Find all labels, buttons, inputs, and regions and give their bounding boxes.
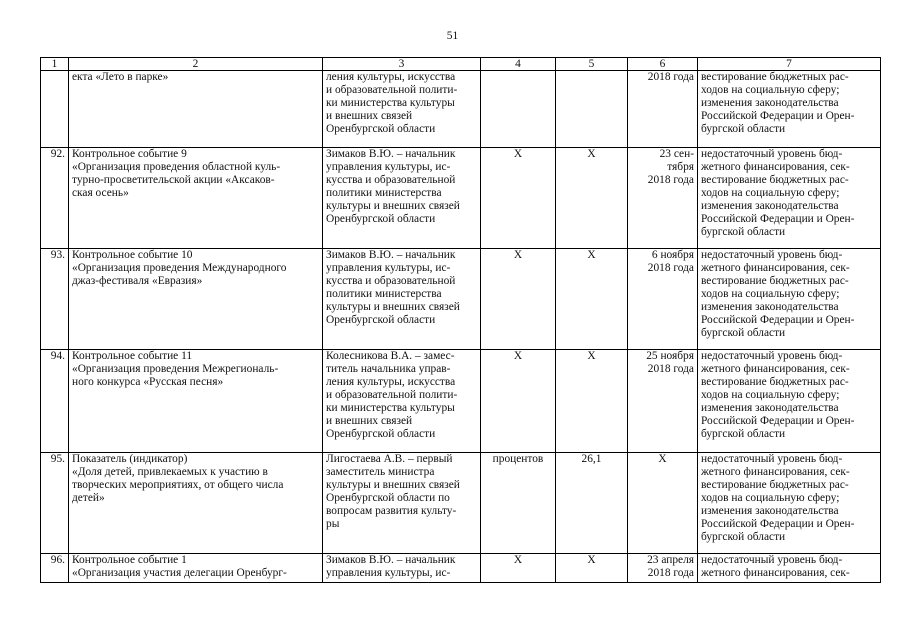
header-cell: 4 [481, 58, 556, 71]
event-cell [69, 350, 323, 453]
responsible-text: Колесникова В.А. – замес- титель начальника управ- ления культуры, искусства и образовательной полити- ки министерства культуры и внешних связей Оренбургской области [326, 350, 458, 440]
date-text: 6 ноября 2018 года [647, 249, 694, 274]
unit-cell: процентов [481, 453, 556, 554]
responsible-text: ления культуры, искусства и образовательной полити- ки министерства культуры и внешних связей Оренбургской области [326, 71, 458, 135]
risk-text: недостаточный уровень бюд- жетного финансирования, сек- вестирование бюджетных рас- ходов на социальную сферу; изменения законодательства Российской Федерации и Орен- бургской области [701, 350, 855, 440]
risk-cell [698, 148, 881, 249]
value-cell: Х [556, 148, 628, 249]
date-cell [628, 148, 698, 249]
header-cell: 5 [556, 58, 628, 71]
row-number [41, 71, 69, 148]
date-text: 23 апреля 2018 года [647, 554, 694, 579]
date-text: 23 сен- тября 2018 года [647, 148, 694, 186]
page-number: 51 [446, 30, 459, 42]
date-cell [628, 350, 698, 453]
event-text: Контрольное событие 9 «Организация проведения областной куль- турно-просветительской акции «Аксаков- ская осень» [72, 148, 281, 199]
unit-cell: Х [481, 554, 556, 583]
risk-cell [698, 453, 881, 554]
table-row [41, 249, 881, 350]
row-number: 95. [41, 453, 69, 554]
event-cell [69, 453, 323, 554]
risk-text: недостаточный уровень бюд- жетного финансирования, сек- вестирование бюджетных рас- ходов на социальную сферу; изменения законодательства Российской Федерации и Орен- бургской области [701, 148, 855, 238]
unit-cell: Х [481, 350, 556, 453]
row-number: 94. [41, 350, 69, 453]
responsible-text: Зимаков В.Ю. – начальник управления культуры, ис- кусства и образовательной политики министерства культуры и внешних связей Оренбургской области [326, 148, 460, 225]
header-cell: 2 [69, 58, 323, 71]
table-header-row [41, 58, 881, 71]
risk-text: недостаточный уровень бюд- жетного финансирования, сек- вестирование бюджетных рас- ходов на социальную сферу; изменения законодательства Российской Федерации и Орен- бургской области [701, 249, 855, 339]
header-cell: 7 [698, 58, 881, 71]
risk-cell [698, 350, 881, 453]
header-cell: 1 [41, 58, 69, 71]
responsible-text: Зимаков В.Ю. – начальник управления культуры, ис- [326, 554, 456, 579]
table-row [41, 148, 881, 249]
unit-cell: Х [481, 249, 556, 350]
date-text: 2018 года [647, 71, 694, 83]
value-cell: Х [556, 249, 628, 350]
date-cell [628, 71, 698, 148]
responsible-text: Лигостаева А.В. – первый заместитель министра культуры и внешних связей Оренбургской области по вопросам развития культу- ры [326, 453, 460, 530]
table-row [41, 453, 881, 554]
responsible-cell [323, 148, 481, 249]
risk-cell [698, 249, 881, 350]
risk-text: недостаточный уровень бюд- жетного финансирования, сек- вестирование бюджетных рас- ходов на социальную сферу; изменения законодательства Российской Федерации и Орен- бургской области [701, 453, 855, 543]
date-text: Х [658, 453, 667, 465]
row-number: 92. [41, 148, 69, 249]
responsible-cell [323, 249, 481, 350]
table-row [41, 554, 881, 583]
risk-text: вестирование бюджетных рас- ходов на социальную сферу; изменения законодательства Российской Федерации и Орен- бургской области [701, 71, 855, 135]
row-number: 93. [41, 249, 69, 350]
table-row [41, 350, 881, 453]
responsible-cell [323, 71, 481, 148]
plan-table [40, 57, 881, 583]
value-cell: Х [556, 554, 628, 583]
date-cell [628, 249, 698, 350]
value-cell: Х [556, 350, 628, 453]
unit-cell [481, 71, 556, 148]
value-cell: 26,1 [556, 453, 628, 554]
row-number: 96. [41, 554, 69, 583]
risk-text: недостаточный уровень бюд- жетного финансирования, сек- [701, 554, 850, 579]
value-cell [556, 71, 628, 148]
responsible-cell [323, 453, 481, 554]
risk-cell [698, 71, 881, 148]
event-text: Контрольное событие 1 «Организация участия делегации Оренбург- [72, 554, 287, 579]
event-text: Контрольное событие 10 «Организация проведения Международного джаз-фестиваля «Евразия» [72, 249, 287, 287]
responsible-text: Зимаков В.Ю. – начальник управления культуры, ис- кусства и образовательной политики министерства культуры и внешних связей Оренбургской области [326, 249, 460, 326]
date-text: 25 ноября 2018 года [646, 350, 694, 375]
event-text: Контрольное событие 11 «Организация проведения Межрегиональ- ного конкурса «Русская песня» [72, 350, 279, 388]
table-row [41, 71, 881, 148]
header-cell: 6 [628, 58, 698, 71]
event-cell [69, 148, 323, 249]
event-text: Показатель (индикатор) «Доля детей, привлекаемых к участию в творческих мероприятиях, от общего числа детей» [72, 453, 284, 504]
unit-cell: Х [481, 148, 556, 249]
date-cell [628, 554, 698, 583]
risk-cell [698, 554, 881, 583]
event-text: екта «Лето в парке» [72, 71, 169, 83]
event-cell [69, 249, 323, 350]
responsible-cell [323, 554, 481, 583]
event-cell [69, 554, 323, 583]
responsible-cell [323, 350, 481, 453]
date-cell [628, 453, 698, 554]
header-cell: 3 [323, 58, 481, 71]
event-cell [69, 71, 323, 148]
